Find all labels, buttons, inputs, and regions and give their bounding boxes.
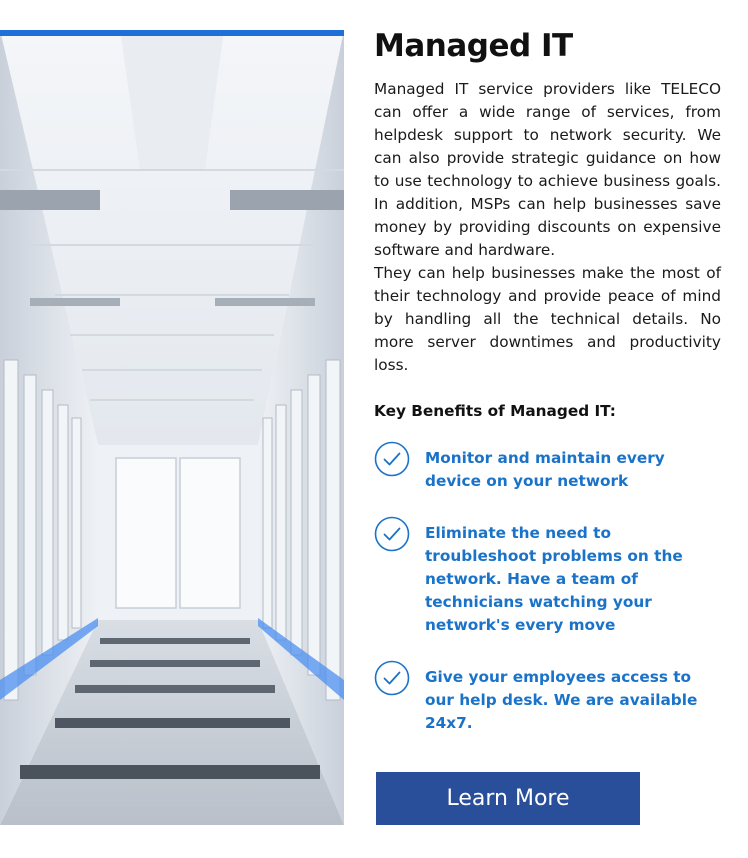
check-circle-icon <box>374 516 410 552</box>
benefits-list <box>374 441 721 735</box>
check-circle-icon <box>374 660 410 696</box>
benefit-item <box>374 516 721 637</box>
section-description: Managed IT service providers like TELECO can offer a wide range of services, from helpdesk support to network security. We can also provide strategic guidance on how to use technology to achieve business goals. In addition, MSPs can help businesses save money by providing discounts on expensive software and hardware. <box>374 80 721 259</box>
learn-more-button[interactable]: Learn More <box>376 772 640 825</box>
benefits-heading: Key Benefits of Managed IT: <box>374 402 616 420</box>
benefit-text: Give your employees access to our help desk. We are available 24x7. <box>425 668 698 732</box>
benefit-text: Eliminate the need to troubleshoot problems on the network. Have a team of technicians watching your network's every move <box>425 524 683 634</box>
hero-image <box>0 30 344 825</box>
section-description-continued: They can help businesses make the most of their technology and provide peace of mind by handling all the technical details. No more server downtimes and productivity loss. <box>374 264 721 374</box>
server-room-illustration <box>0 30 344 825</box>
check-circle-icon <box>374 441 410 477</box>
hero-accent-bar <box>0 30 344 36</box>
section-title: Managed IT <box>374 28 573 64</box>
benefit-item <box>374 660 721 735</box>
benefit-item <box>374 441 721 493</box>
benefit-text: Monitor and maintain every device on your network <box>425 449 665 490</box>
managed-it-section <box>374 28 721 758</box>
